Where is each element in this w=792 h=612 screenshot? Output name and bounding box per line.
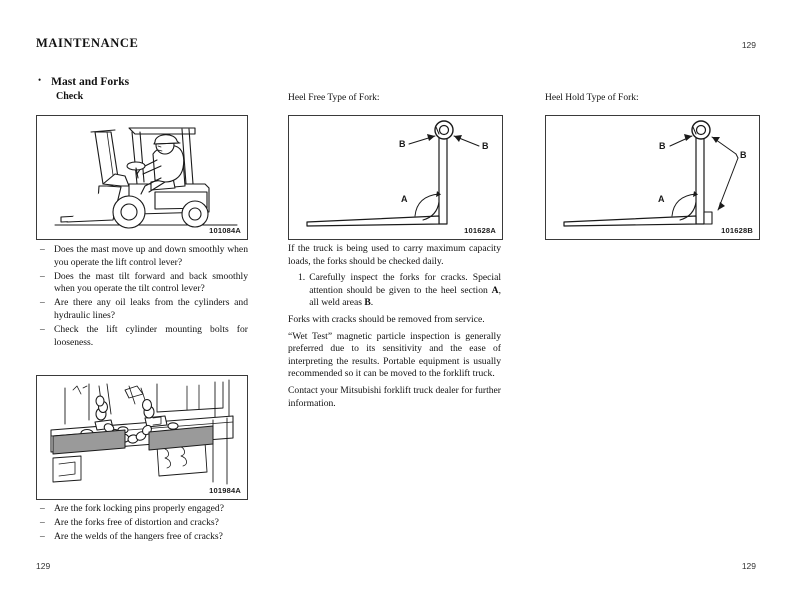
figure-heel-hold-fork: [545, 115, 760, 240]
list-item: [40, 271, 248, 296]
text-before: Carefully inspect the forks for cracks. Special attention should be given to the heel section: [309, 272, 501, 296]
forklift-illustration: [37, 116, 248, 240]
figure-heel-free-fork: [288, 115, 503, 240]
carriage-illustration: [37, 376, 248, 500]
dash-marker: –: [40, 297, 45, 309]
list-item-text: Are the fork locking pins properly engaged?: [54, 503, 224, 514]
dash-marker: –: [40, 270, 45, 282]
list-item-text: Check the lift cylinder mounting bolts for looseness.: [54, 324, 248, 348]
paragraph-removed-from-service: Forks with cracks should be removed from service.: [288, 313, 485, 325]
dash-marker: –: [40, 517, 45, 529]
list-item-text: Are the welds of the hangers free of cracks?: [54, 531, 223, 543]
page-title: MAINTENANCE: [36, 36, 139, 50]
figure-id-carriage: 101984A: [209, 486, 241, 495]
heel-hold-heading: Heel Hold Type of Fork:: [545, 93, 639, 103]
list-item-text: Are there any oil leaks from the cylinders and hydraulic lines?: [54, 297, 248, 321]
heel-free-heading: Heel Free Type of Fork:: [288, 93, 380, 103]
bullet-icon: •: [38, 75, 42, 85]
list-item-text: Does the mast move up and down smoothly when you operate the lift control lever?: [54, 244, 248, 268]
section-title: Mast and Forks: [51, 76, 130, 88]
section-subtitle: Check: [56, 91, 84, 102]
list-item: [40, 244, 248, 269]
label-b-left: B: [399, 139, 406, 149]
list-item-text: Does the mast tilt forward and back smoothly when you operate the tilt control lever?: [54, 270, 248, 295]
dash-marker: –: [40, 244, 45, 255]
section-heading: [38, 76, 258, 102]
page-number-bottom-left: 129: [36, 561, 51, 571]
text-middle: , all weld areas: [309, 284, 501, 309]
list-number: 1.: [298, 272, 306, 284]
heel-free-fork-diagram: [289, 116, 503, 240]
paragraph-contact-dealer: Contact your Mitsubishi forklift truck dealer for further information.: [288, 384, 501, 409]
label-b-left: B: [659, 141, 666, 151]
bold-label-a: A: [491, 284, 499, 296]
label-a: A: [658, 194, 665, 204]
numbered-list-text: [309, 272, 501, 310]
numbered-list: [288, 272, 501, 310]
list-item: [40, 517, 248, 530]
section-bullet-row: [38, 76, 258, 88]
bold-label-b: B: [364, 297, 371, 309]
list-item-text: Are the forks free of distortion and cracks?: [54, 517, 219, 529]
numbered-list-item: [288, 272, 501, 310]
label-b-right: B: [482, 141, 489, 151]
list-item: [40, 531, 248, 544]
figure-fork-carriage: [36, 375, 248, 500]
paragraph-intro: If the truck is being used to carry maximum capacity loads, the forks should be checked daily.: [288, 243, 501, 267]
mast-checklist: [40, 244, 248, 351]
list-item: [40, 297, 248, 322]
figure-forklift: [36, 115, 248, 240]
list-item: [40, 324, 248, 349]
figure-id-forklift: 101084A: [209, 226, 241, 235]
text-after: .: [370, 297, 374, 309]
fork-checklist: [40, 503, 248, 545]
dash-marker: –: [40, 324, 45, 336]
dash-marker: –: [40, 503, 45, 514]
figure-id-heel-free: 101628A: [464, 226, 496, 235]
heel-hold-fork-diagram: [546, 116, 760, 240]
paragraph-wet-test: “Wet Test” magnetic particle inspection is generally preferred due to its sensitivity and the ease of interpreting the results. Portable equipment is usually recommended so it can be moved to the forklift truck.: [288, 330, 501, 380]
list-item: [40, 503, 248, 516]
label-a: A: [401, 194, 408, 204]
fork-inspection-text: [288, 243, 501, 414]
label-b-right: B: [740, 150, 747, 160]
dash-marker: –: [40, 531, 45, 543]
page-number-top-right: 129: [741, 40, 756, 50]
page-number-bottom-right: 129: [741, 561, 756, 571]
figure-id-heel-hold: 101628B: [721, 226, 753, 235]
